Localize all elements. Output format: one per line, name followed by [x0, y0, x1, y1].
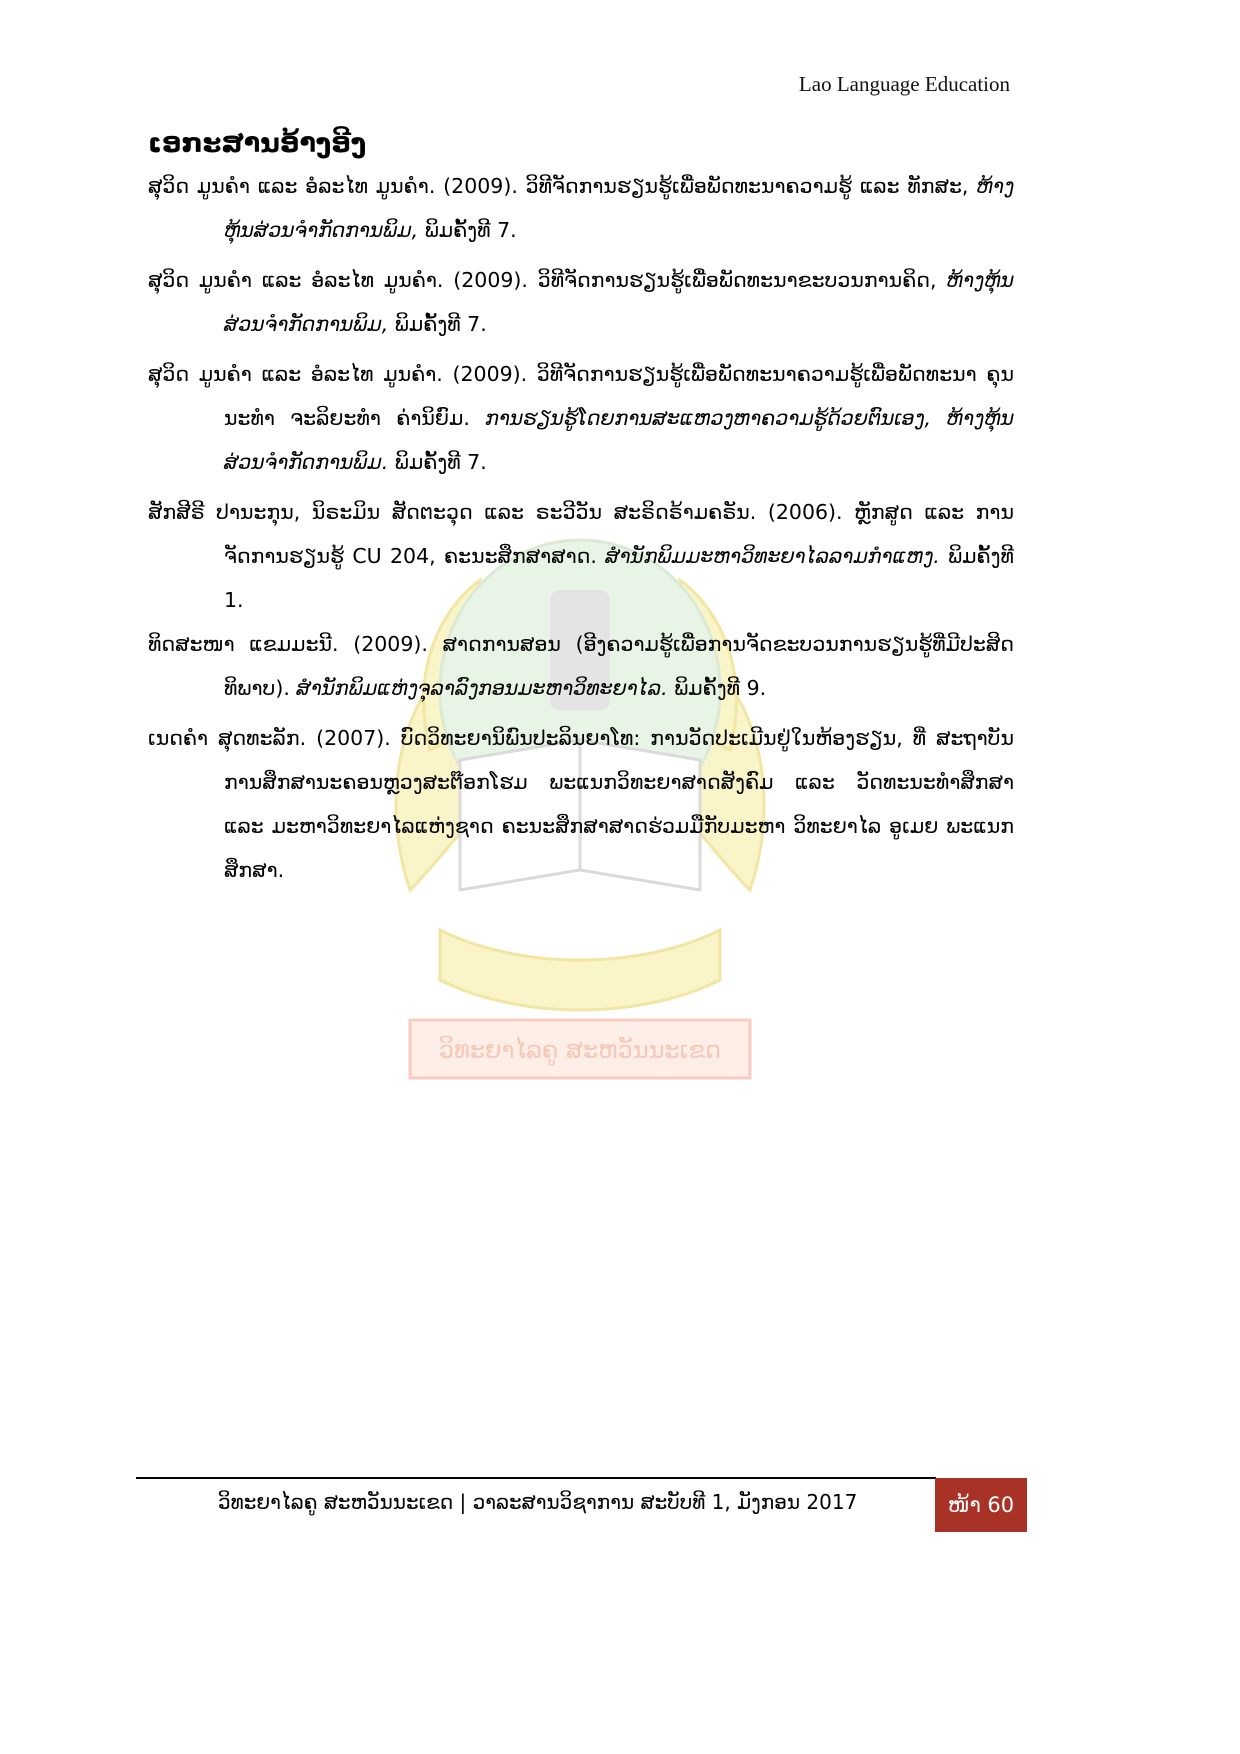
ref-edition: ພິມຄັ້ງທີ 7.: [424, 218, 517, 242]
section-heading: ເອກະສານອ້າງອີງ: [148, 128, 367, 159]
reference-entry: [148, 352, 1014, 484]
reference-entry: [148, 622, 1014, 710]
reference-entry: [148, 716, 1014, 892]
ref-subtitle: ການຮຽນຮູ້ໂດຍການສະແຫວງຫາຄວາມຮູ້ດ້ວຍຕົນເອງ, ຫ້າງຫຸ້ນສ່ວນຈໍາກັດການພິມ.: [224, 406, 1014, 474]
page-number-badge: ໜ້າ 60: [935, 1478, 1027, 1532]
ref-authors: ສັກສີຣີ ປານະກຸນ, ນິຣະມິນ ສັດຕະວຸດ ແລະ ຣະວີວັນ ສະຣິດຣ້າມຄຣັນ.: [148, 500, 757, 524]
footer-journal-info: ວິທະຍາໄລຄູ ສະຫວັນນະເຂດ | ວາລະສານວິຊາການ ສະບັບທີ 1, ມັງກອນ 2017: [218, 1490, 858, 1514]
ref-publisher: ຫ້າງຫຸ້ນສ່ວນຈໍາກັດການພິມ,: [224, 174, 1014, 242]
watermark-banner-text: ວິທະຍາໄລຄູ ສະຫວັນນະເຂດ: [438, 1036, 722, 1064]
ref-year: (2009).: [452, 362, 528, 386]
ref-year: (2009).: [453, 268, 528, 292]
ref-publisher: ສໍານັກພິມແຫ່ງຈຸລາລົງກອນມະຫາວິທະຍາໄລ.: [296, 676, 668, 700]
reference-entry: [148, 490, 1014, 622]
reference-entry: [148, 258, 1014, 346]
ref-title: ວິທີຈັດການຮຽນຮູ້ເພື່ອພັດທະນາຄວາມຮູ້ ແລະ ທັກສະ,: [525, 174, 969, 198]
ref-year: (2009).: [353, 632, 428, 656]
ref-year: (2009).: [443, 174, 518, 198]
ref-edition: ພິມຄັ້ງທີ 7.: [394, 312, 487, 336]
ref-title: ບົດວິທະຍານິພົນປະລິນຍາໂທ: ການວັດປະເມີນຢູ່ໃນຫ້ອງຮຽນ, ທີ່ ສະຖາບັນການສຶກສານະຄອນຫຼວງສະຕ໊ອກໂຮມ ພະແນກວິທະຍາສາດສັງຄົມ ແລະ ວັດທະນະທໍາສຶກສາ ແລະ ມະຫາວິທະຍາໄລແຫ່ງຊາດ ຄະນະສຶກສາສາດຮ່ວມມືກັບມະຫາ ວິທະຍາໄລ ອູເມຍ ພະແນກສຶກສາ.: [224, 726, 1014, 882]
watermark-base-scroll: [440, 930, 720, 1010]
running-header-title: Lao Language Education: [798, 72, 1010, 96]
ref-year: (2007).: [316, 726, 391, 750]
ref-edition: ພິມຄັ້ງທີ 7.: [394, 450, 487, 474]
ref-publisher: ຫ້າງຫຸ້ນສ່ວນຈໍາກັດການພິມ,: [224, 268, 1014, 336]
ref-year: (2006).: [767, 500, 843, 524]
footer-divider: [136, 1477, 936, 1479]
ref-edition: ພິມຄັ້ງທີ 9.: [674, 676, 767, 700]
ref-publisher: ສໍານັກພິມມະຫາວິທະຍາໄລລາມກໍາແຫງ.: [605, 544, 940, 568]
ref-title: ວິທີຈັດການຮຽນຮູ້ເພື່ອພັດທະນາຂະບວນການຄິດ,: [537, 268, 937, 292]
ref-authors: ເນດຄໍາ ສຸດທະລັກ.: [148, 726, 307, 750]
reference-entry: [148, 164, 1014, 252]
ref-authors: ສຸວິດ ມູນຄໍາ ແລະ ອໍລະໄທ ມູນຄໍາ.: [148, 174, 436, 198]
ref-edition: ພິມຄັ້ງທີ 1.: [224, 544, 1014, 612]
ref-title: ຫຼັກສູດ ແລະ ການຈັດການຮຽນຮູ້ CU 204, ຄະນະສຶກສາສາດ.: [224, 500, 1014, 568]
reference-list: [148, 164, 1014, 898]
ref-authors: ສຸວິດ ມູນຄໍາ ແລະ ອໍລະໄທ ມູນຄໍາ.: [148, 268, 444, 292]
ref-authors: ສຸວິດ ມູນຄໍາ ແລະ ອໍລະໄທ ມູນຄໍາ.: [148, 362, 443, 386]
ref-title: ວິທີຈັດການຮຽນຮູ້ເພື່ອພັດທະນາຄວາມຮູ້ເພື່ອພັດທະນາ ຄຸນນະທໍາ ຈະລິຍະທໍາ ຄ່ານິຍົມ.: [224, 362, 1014, 430]
ref-title: ສາດການສອນ (ອີງຄວາມຮູ້ເພື່ອການຈັດຂະບວນການຮຽນຮູ້ທີ່ມີປະສິດ ທິພາບ).: [224, 632, 1014, 700]
ref-authors: ທິດສະໜາ ແຂມມະນີ.: [148, 632, 339, 656]
